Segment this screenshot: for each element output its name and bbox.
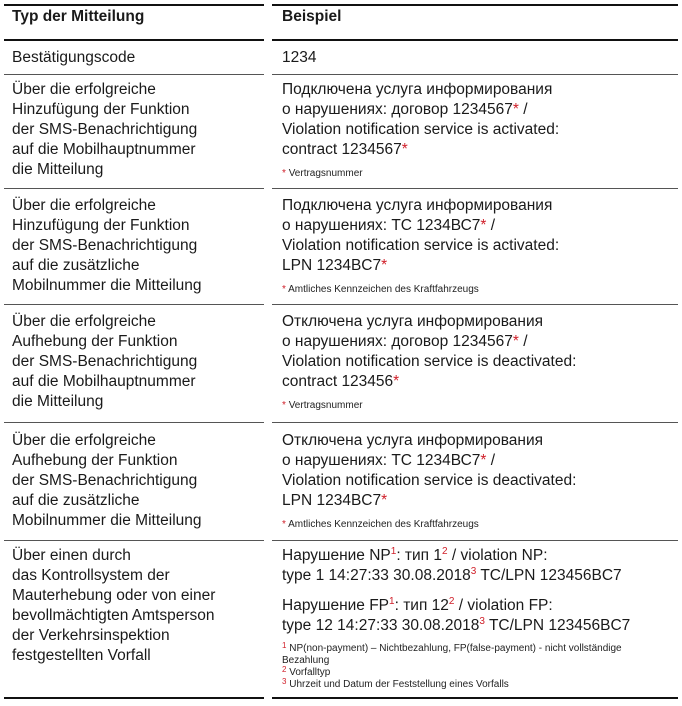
type-text: Hinzufügung der Funktion — [12, 101, 190, 118]
footnote: $^3$ Uhrzeit und Datum der Feststellung eines Vorfalls — [282, 677, 509, 690]
type-text: auf die zusätzliche — [12, 492, 140, 509]
footnote: Bezahlung — [282, 655, 330, 666]
example-text: LPN 1234BC7* — [282, 257, 388, 274]
example-text: о нарушениях: договор 1234567* / — [282, 333, 528, 350]
footnote-star: * — [401, 141, 408, 158]
example-text: contract 1234567* — [282, 141, 408, 158]
example-text: Нарушение $NP^1$: тип $1^2$ / violation NP: — [282, 545, 548, 564]
row-divider — [4, 540, 264, 541]
example-text: 1234 — [282, 49, 317, 66]
type-text: festgestellten Vorfall — [12, 647, 151, 664]
table-row-example — [282, 80, 672, 160]
table-row-type — [12, 196, 262, 296]
row-divider — [272, 540, 678, 541]
example-text: type 12 14:27:33 30.08.2018$^3$ TC/LPN 123456BC7 — [282, 615, 631, 634]
table-row-example — [282, 596, 672, 636]
table-row-type — [12, 431, 262, 531]
table-bottom-rule — [272, 697, 678, 699]
table-top-rule — [4, 4, 264, 6]
header-bottom-rule — [272, 39, 678, 41]
type-text: Aufhebung der Funktion — [12, 333, 178, 350]
row-divider — [272, 304, 678, 305]
type-text: das Kontrollsystem der — [12, 567, 170, 584]
table-row-example — [282, 48, 672, 68]
footnote-star: * — [393, 373, 400, 390]
type-text: Mauterhebung oder von einer — [12, 587, 216, 604]
example-text: type 1 14:27:33 30.08.2018$^3$ TC/LPN 123456BC7 — [282, 565, 622, 584]
column-header-type: Typ der Mitteilung — [12, 8, 145, 25]
type-text: Bestätigungscode — [12, 49, 136, 66]
type-text: der SMS-Benachrichtigung — [12, 121, 198, 138]
example-text: Подключена услуга информирования — [282, 197, 553, 214]
example-text: о нарушениях: договор 1234567* / — [282, 101, 528, 118]
type-text: die Mitteilung — [12, 393, 104, 410]
type-text: der Verkehrsinspektion — [12, 627, 170, 644]
example-text: Violation notification service is activated: — [282, 121, 560, 138]
footnote-star: * — [381, 257, 388, 274]
type-text: der SMS-Benachrichtigung — [12, 472, 198, 489]
row-divider — [272, 422, 678, 423]
example-text: contract 123456* — [282, 373, 400, 390]
type-text: der SMS-Benachrichtigung — [12, 237, 198, 254]
type-text: der SMS-Benachrichtigung — [12, 353, 198, 370]
example-text: Violation notification service is deactivated: — [282, 472, 577, 489]
footnote-star: * — [480, 217, 487, 234]
example-text: о нарушениях: ТС 1234ВС7* / — [282, 452, 496, 469]
table-row-example — [282, 546, 672, 586]
table-row-type — [12, 80, 262, 180]
type-text: Aufhebung der Funktion — [12, 452, 178, 469]
type-text: die Mitteilung — [12, 161, 104, 178]
header-bottom-rule — [4, 39, 264, 41]
footnote-star: * — [512, 101, 519, 118]
example-text: Отключена услуга информирования — [282, 313, 544, 330]
footnote: $^2$ Vorfalltyp — [282, 665, 331, 678]
table-bottom-rule — [4, 697, 264, 699]
example-text: LPN 1234BC7* — [282, 492, 388, 509]
type-text: Über die erfolgreiche — [12, 313, 156, 330]
footnote: * Vertragsnummer — [282, 168, 363, 179]
row-divider — [272, 188, 678, 189]
type-text: Über die erfolgreiche — [12, 432, 156, 449]
example-text: Отключена услуга информирования — [282, 432, 544, 449]
table-row-type — [12, 546, 262, 666]
table-row-type — [12, 48, 262, 68]
type-text: auf die Mobilhauptnummer — [12, 141, 196, 158]
row-divider — [4, 188, 264, 189]
example-text: Violation notification service is activated: — [282, 237, 560, 254]
row-divider — [4, 74, 264, 75]
example-text: Нарушение $FP^1$: тип $12^2$ / violation FP: — [282, 595, 553, 614]
type-text: Über die erfolgreiche — [12, 197, 156, 214]
table-row-type — [12, 312, 262, 412]
footnote: * Vertragsnummer — [282, 400, 363, 411]
type-text: auf die zusätzliche — [12, 257, 140, 274]
example-text: о нарушениях: ТС 1234ВС7* / — [282, 217, 496, 234]
type-text: Mobilnummer die Mitteilung — [12, 512, 202, 529]
row-divider — [4, 304, 264, 305]
type-text: Über einen durch — [12, 547, 131, 564]
example-text: Violation notification service is deactivated: — [282, 353, 577, 370]
table-row-example — [282, 431, 672, 511]
type-text: bevollmächtigten Amtsperson — [12, 607, 215, 624]
row-divider — [4, 422, 264, 423]
footnote-star: * — [381, 492, 388, 509]
type-text: auf die Mobilhauptnummer — [12, 373, 196, 390]
row-divider — [272, 74, 678, 75]
type-text: Hinzufügung der Funktion — [12, 217, 190, 234]
type-text: Über die erfolgreiche — [12, 81, 156, 98]
table-row-example — [282, 312, 672, 392]
table-top-rule — [272, 4, 678, 6]
footnote: * Amtliches Kennzeichen des Kraftfahrzeugs — [282, 284, 479, 295]
footnote: * Amtliches Kennzeichen des Kraftfahrzeugs — [282, 519, 479, 530]
table-row-example — [282, 196, 672, 276]
footnote-star: * — [480, 452, 487, 469]
example-text: Подключена услуга информирования — [282, 81, 553, 98]
column-header-example: Beispiel — [282, 8, 342, 25]
footnote-star: * — [512, 333, 519, 350]
footnotes — [282, 643, 678, 691]
type-text: Mobilnummer die Mitteilung — [12, 277, 202, 294]
footnote: $^1$ NP(non-payment) – Nichtbezahlung, FP(false-payment) - nicht vollständige — [282, 641, 622, 654]
